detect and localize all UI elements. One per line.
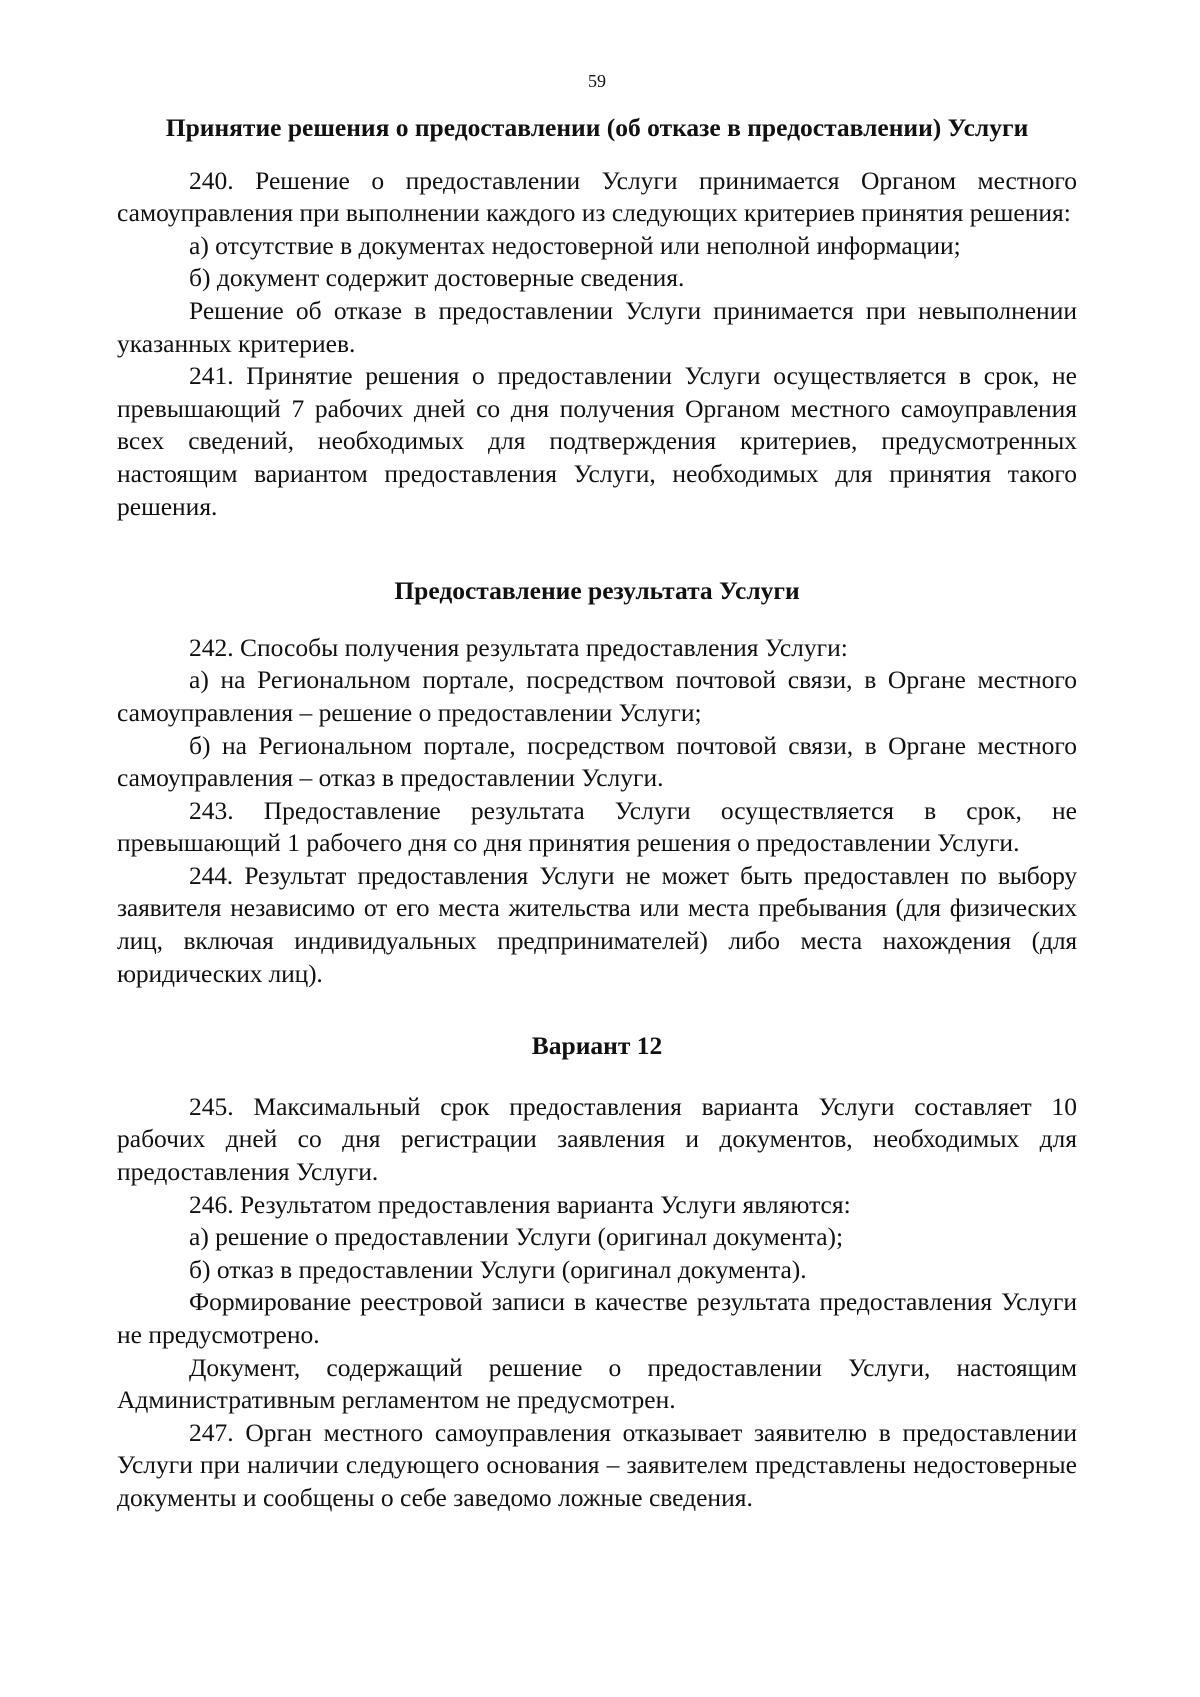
paragraph-240: 240. Решение о предоставлении Услуги принимается Органом местного самоуправления при выполнении каждого из следующих критериев принятия решения: (117, 165, 1077, 228)
list-item-a: а) отсутствие в документах недостоверной или неполной информации; (189, 230, 961, 260)
paragraph-243: 243. Предоставление результата Услуги осуществляется в срок, не превышающий 1 рабочего дня со дня принятия решения о предоставлении Услуги. (117, 795, 1077, 858)
section-heading-variant-12: Вариант 12 (531, 1031, 663, 1061)
list-item-a: а) решение о предоставлении Услуги (оригинал документа); (189, 1222, 844, 1252)
paragraph-registry: Формирование реестровой записи в качестве результата предоставления Услуги не предусмотрено. (117, 1287, 1077, 1349)
paragraph-247: 247. Орган местного самоуправления отказывает заявителю в предоставлении Услуги при наличии следующего основания – заявителем представлены недостоверные документы и сообщены о себе заведомо ложные сведения. (117, 1417, 1077, 1512)
list-item-b: б) отказ в предоставлении Услуги (оригинал документа). (189, 1254, 807, 1284)
section-heading-result: Предоставление результата Услуги (394, 576, 800, 606)
paragraph-244: 244. Результат предоставления Услуги не может быть предоставлен по выбору заявителя независимо от его места жительства или места пребывания (для физических лиц, включая индивидуальных предпринимателей) либо места нахождения (для юридических лиц). (117, 860, 1077, 988)
paragraph-246: 246. Результатом предоставления варианта Услуги являются: (189, 1189, 851, 1219)
paragraph-241: 241. Принятие решения о предоставлении Услуги осуществляется в срок, не превышающий 7 рабочих дней со дня получения Органом местного самоуправления всех сведений, необходимых для подтверждения критериев, предусмотренных настоящим вариантом предоставления Услуги, необходимых для принятия такого решения. (117, 361, 1077, 521)
paragraph-refusal: Решение об отказе в предоставлении Услуги принимается при невыполнении указанных критериев. (117, 295, 1077, 358)
list-item-b: б) на Региональном портале, посредством почтовой связи, в Органе местного самоуправления – отказ в предоставлении Услуги. (117, 730, 1077, 793)
paragraph-245: 245. Максимальный срок предоставления варианта Услуги составляет 10 рабочих дней со дня регистрации заявления и документов, необходимых для предоставления Услуги. (117, 1091, 1077, 1187)
list-item-b: б) документ содержит достоверные сведения. (189, 263, 685, 293)
paragraph-document: Документ, содержащий решение о предоставлении Услуги, настоящим Административным регламентом не предусмотрен. (117, 1352, 1077, 1415)
paragraph-242: 242. Способы получения результата предоставления Услуги: (189, 632, 848, 662)
section-heading-decision: Принятие решения о предоставлении (об отказе в предоставлении) Услуги (165, 113, 1029, 142)
page-number: 59 (588, 71, 606, 91)
list-item-a: а) на Региональном портале, посредством почтовой связи, в Органе местного самоуправления – решение о предоставлении Услуги; (117, 665, 1077, 727)
